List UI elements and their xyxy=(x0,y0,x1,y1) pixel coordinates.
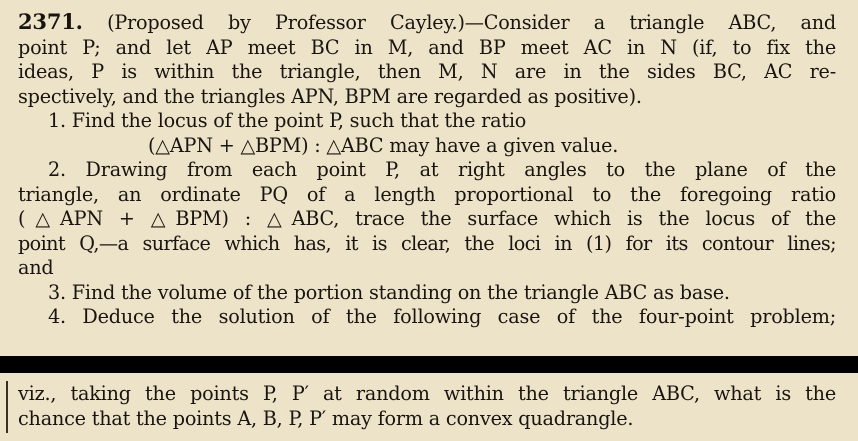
problem-line-8: triangle, an ordinate PQ of a length proportional to the foregoing ratio xyxy=(18,182,836,206)
problem-line-3: ideas, P is within the triangle, then M, N are in the sides BC, AC re- xyxy=(18,60,836,83)
margin-rule xyxy=(6,381,8,433)
problem-line-12: 3. Find the volume of the portion standing on the triangle ABC as base. xyxy=(48,280,730,304)
problem-line-11: and xyxy=(18,256,54,279)
page-gap xyxy=(0,356,858,373)
problem-line-10: point Q,—a surface which has, it is clear, the loci in (1) for its contour lines; xyxy=(18,231,836,255)
problem-line-4: spectively, and the triangles APN, BPM are regarded as positive). xyxy=(18,84,642,108)
problem-line-6: (△APN + △BPM) : △ABC may have a given value. xyxy=(148,133,619,157)
continuation-line-2: chance that the points A, B, P, P′ may form a convex quadrangle. xyxy=(18,406,634,430)
continuation-line-1: viz., taking the points P, P′ at random within the triangle ABC, what is the xyxy=(18,382,836,405)
page-bottom xyxy=(0,373,858,441)
problem-number: 2371. xyxy=(18,9,83,34)
text-line xyxy=(18,10,836,36)
problem-line-5: 1. Find the locus of the point P, such that the ratio xyxy=(48,109,527,132)
problem-line-7: 2. Drawing from each point P, at right angles to the plane of the xyxy=(48,158,836,181)
problem-line-9: (△APN + △BPM) : △ABC, trace the surface which is the locus of the xyxy=(18,207,836,230)
problem-line-1: (Proposed by Professor Cayley.)—Consider a triangle ABC, and xyxy=(107,11,836,34)
problem-line-2: point P; and let AP meet BC in M, and BP meet AC in N (if, to fix the xyxy=(18,35,836,59)
problem-line-13: 4. Deduce the solution of the following case of the four-point problem; xyxy=(48,305,836,328)
